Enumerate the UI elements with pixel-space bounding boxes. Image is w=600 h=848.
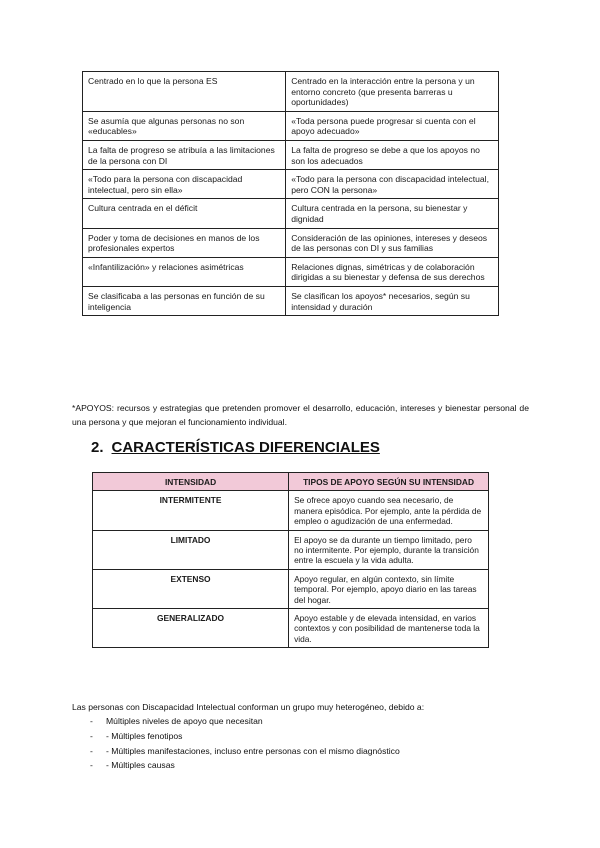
- causes-list: [90, 714, 400, 773]
- intensity-level: GENERALIZADO: [93, 609, 289, 648]
- table-header-intensity: INTENSIDAD: [93, 473, 289, 491]
- support-description: El apoyo se da durante un tiempo limitado, pero no intermitente. Por ejemplo, durante la transición entre la escuela y la vida adulta.: [289, 530, 489, 569]
- section-heading: [91, 439, 380, 456]
- list-dash: -: [90, 745, 93, 756]
- table-row: [83, 140, 499, 169]
- table-cell: Centrado en la interacción entre la persona y un entorno concreto (que presenta barreras u oportunidades): [286, 72, 499, 112]
- list-dash: -: [90, 716, 93, 726]
- table-cell: Consideración de las opiniones, intereses y deseos de las personas con DI y sus familias: [286, 228, 499, 257]
- table-row: [93, 569, 489, 608]
- table-row: [83, 228, 499, 257]
- table-row: [93, 530, 489, 569]
- list-item: [90, 729, 400, 744]
- table-cell: Se asumía que algunas personas no son «educables»: [83, 111, 286, 140]
- list-dash: -: [90, 730, 93, 741]
- table-cell: Cultura centrada en el déficit: [83, 199, 286, 228]
- support-intensity-table: [92, 472, 489, 648]
- table-cell: Se clasifican los apoyos* necesarios, según su intensidad y duración: [286, 286, 499, 315]
- table-row: [93, 491, 489, 530]
- table-cell: «Toda persona puede progresar si cuenta con el apoyo adecuado»: [286, 111, 499, 140]
- table-cell: Cultura centrada en la persona, su bienestar y dignidad: [286, 199, 499, 228]
- table-row: [83, 286, 499, 315]
- intensity-level: LIMITADO: [93, 530, 289, 569]
- table-cell: «Infantilización» y relaciones asimétricas: [83, 257, 286, 286]
- list-item-text: - Múltiples causas: [106, 760, 175, 771]
- table-header-row: [93, 473, 489, 491]
- list-item-text: - Múltiples manifestaciones, incluso entre personas con el mismo diagnóstico: [106, 745, 400, 756]
- section-number: 2.: [91, 439, 104, 456]
- list-item-text: Múltiples niveles de apoyo que necesitan: [106, 716, 263, 726]
- table-cell: Se clasificaba a las personas en función de su inteligencia: [83, 286, 286, 315]
- table-cell: La falta de progreso se atribuía a las limitaciones de la persona con DI: [83, 140, 286, 169]
- table-row: [83, 199, 499, 228]
- table-row: [83, 257, 499, 286]
- table-row: [83, 72, 499, 112]
- footnote: *APOYOS: recursos y estrategias que pretenden promover el desarrollo, educación, intereses y bienestar personal de una persona y que mejoran el funcionamiento individual.: [72, 403, 529, 427]
- support-description: Apoyo regular, en algún contexto, sin límite temporal. Por ejemplo, apoyo diario en las tareas del hogar.: [289, 569, 489, 608]
- support-description: Se ofrece apoyo cuando sea necesario, de manera episódica. Por ejemplo, ante la pérdida de empleo o agudización de una enfermedad.: [289, 491, 489, 530]
- comparison-table: [82, 71, 499, 316]
- table-cell: «Todo para la persona con discapacidad intelectual, pero sin ella»: [83, 170, 286, 199]
- table-cell: Poder y toma de decisiones en manos de los profesionales expertos: [83, 228, 286, 257]
- list-item: [90, 714, 400, 729]
- list-item: [90, 758, 400, 773]
- list-item-text: - Múltiples fenotipos: [106, 730, 183, 741]
- support-description: Apoyo estable y de elevada intensidad, en varios contextos y con posibilidad de mantenerse toda la vida.: [289, 609, 489, 648]
- intro-paragraph: Las personas con Discapacidad Intelectual conforman un grupo muy heterogéneo, debido a:: [72, 702, 425, 712]
- table-cell: La falta de progreso se debe a que los apoyos no son los adecuados: [286, 140, 499, 169]
- intensity-level: INTERMITENTE: [93, 491, 289, 530]
- intensity-level: EXTENSO: [93, 569, 289, 608]
- table-cell: Relaciones dignas, simétricas y de colaboración dirigidas a su bienestar y defensa de sus derechos: [286, 257, 499, 286]
- table-cell: «Todo para la persona con discapacidad intelectual, pero CON la persona»: [286, 170, 499, 199]
- table-row: [93, 609, 489, 648]
- table-row: [83, 111, 499, 140]
- list-dash: -: [90, 760, 93, 771]
- table-row: [83, 170, 499, 199]
- section-title: CARACTERÍSTICAS DIFERENCIALES: [111, 439, 380, 456]
- table-cell: Centrado en lo que la persona ES: [83, 72, 286, 112]
- list-item: [90, 744, 400, 759]
- table-header-support-types: TIPOS DE APOYO SEGÚN SU INTENSIDAD: [289, 473, 489, 491]
